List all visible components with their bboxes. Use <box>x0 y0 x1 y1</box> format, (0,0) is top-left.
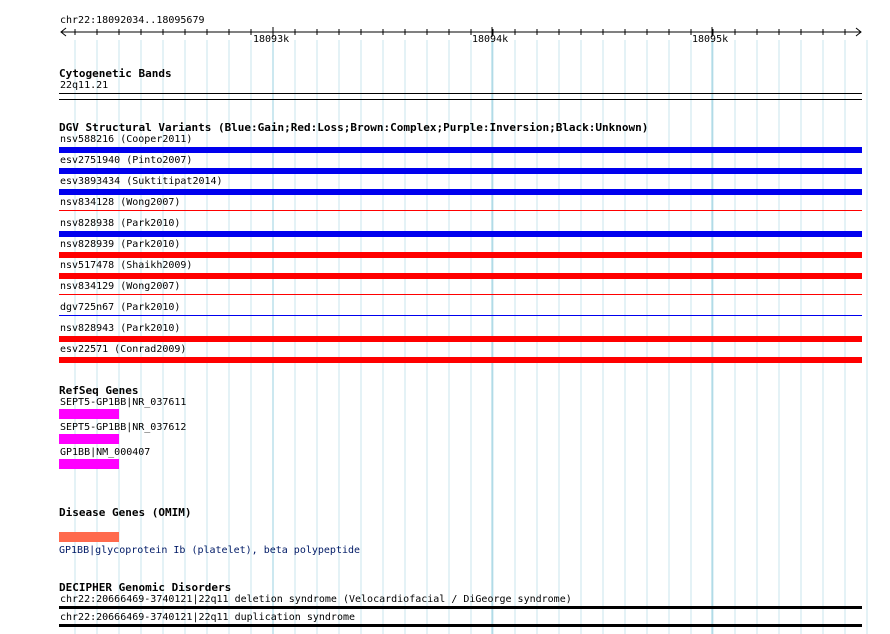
dgv-variant-bar[interactable] <box>59 315 862 316</box>
refseq-gene-label[interactable]: SEPT5-GP1BB|NR_037612 <box>60 422 187 433</box>
dgv-variant-label[interactable]: esv22571 (Conrad2009) <box>60 344 187 355</box>
decipher-item-bar[interactable] <box>59 606 862 609</box>
dgv-variant-bar[interactable] <box>59 252 862 258</box>
omim-gene-bar[interactable] <box>59 532 119 542</box>
refseq-gene-bar[interactable] <box>59 409 119 419</box>
dgv-variant-bar[interactable] <box>59 210 862 211</box>
dgv-variant-label[interactable]: nsv834129 (Wong2007) <box>60 281 181 292</box>
dgv-track-title: DGV Structural Variants (Blue:Gain;Red:Loss;Brown:Complex;Purple:Inversion;Black:Unknown) <box>59 121 649 134</box>
decipher-item-bar[interactable] <box>59 624 862 627</box>
dgv-variant-bar[interactable] <box>59 294 862 295</box>
ruler-tick-label: 18093k <box>253 34 290 45</box>
ruler-tick-label: 18095k <box>692 34 729 45</box>
dgv-variant-bar[interactable] <box>59 273 862 279</box>
dgv-variant-label[interactable]: esv3893434 (Suktitipat2014) <box>60 176 223 187</box>
dgv-variant-label[interactable]: nsv517478 (Shaikh2009) <box>60 260 193 271</box>
dgv-variant-bar[interactable] <box>59 189 862 195</box>
refseq-gene-bar[interactable] <box>59 459 119 469</box>
decipher-track-title: DECIPHER Genomic Disorders <box>59 581 232 594</box>
region-label: chr22:18092034..18095679 <box>60 15 205 26</box>
dgv-variant-bar[interactable] <box>59 231 862 237</box>
cytoband-line[interactable] <box>59 99 862 100</box>
ruler-axis <box>0 24 890 44</box>
cytoband-label[interactable]: 22q11.21 <box>60 80 109 91</box>
dgv-variant-bar[interactable] <box>59 168 862 174</box>
cytoband-line[interactable] <box>59 93 862 94</box>
dgv-variant-bar[interactable] <box>59 147 862 153</box>
refseq-gene-label[interactable]: SEPT5-GP1BB|NR_037611 <box>60 397 187 408</box>
dgv-variant-label[interactable]: nsv828939 (Park2010) <box>60 239 181 250</box>
refseq-gene-bar[interactable] <box>59 434 119 444</box>
omim-track-title: Disease Genes (OMIM) <box>59 506 192 519</box>
dgv-variant-label[interactable]: esv2751940 (Pinto2007) <box>60 155 193 166</box>
dgv-variant-label[interactable]: nsv834128 (Wong2007) <box>60 197 181 208</box>
dgv-variant-label[interactable]: nsv828938 (Park2010) <box>60 218 181 229</box>
refseq-gene-label[interactable]: GP1BB|NM_000407 <box>60 447 151 458</box>
decipher-item-label[interactable]: chr22:20666469-3740121|22q11 duplication syndrome <box>60 612 356 623</box>
cytogenetic-bands-title: Cytogenetic Bands <box>59 67 172 80</box>
dgv-variant-bar[interactable] <box>59 336 862 342</box>
dgv-variant-bar[interactable] <box>59 357 862 363</box>
dgv-variant-label[interactable]: dgv725n67 (Park2010) <box>60 302 181 313</box>
omim-gene-label[interactable]: GP1BB|glycoprotein Ib (platelet), beta polypeptide <box>59 545 361 556</box>
dgv-variant-label[interactable]: nsv588216 (Cooper2011) <box>60 134 193 145</box>
dgv-variant-label[interactable]: nsv828943 (Park2010) <box>60 323 181 334</box>
decipher-item-label[interactable]: chr22:20666469-3740121|22q11 deletion syndrome (Velocardiofacial / DiGeorge syndrome) <box>60 594 572 605</box>
refseq-track-title: RefSeq Genes <box>59 384 139 397</box>
ruler-tick-label: 18094k <box>472 34 509 45</box>
